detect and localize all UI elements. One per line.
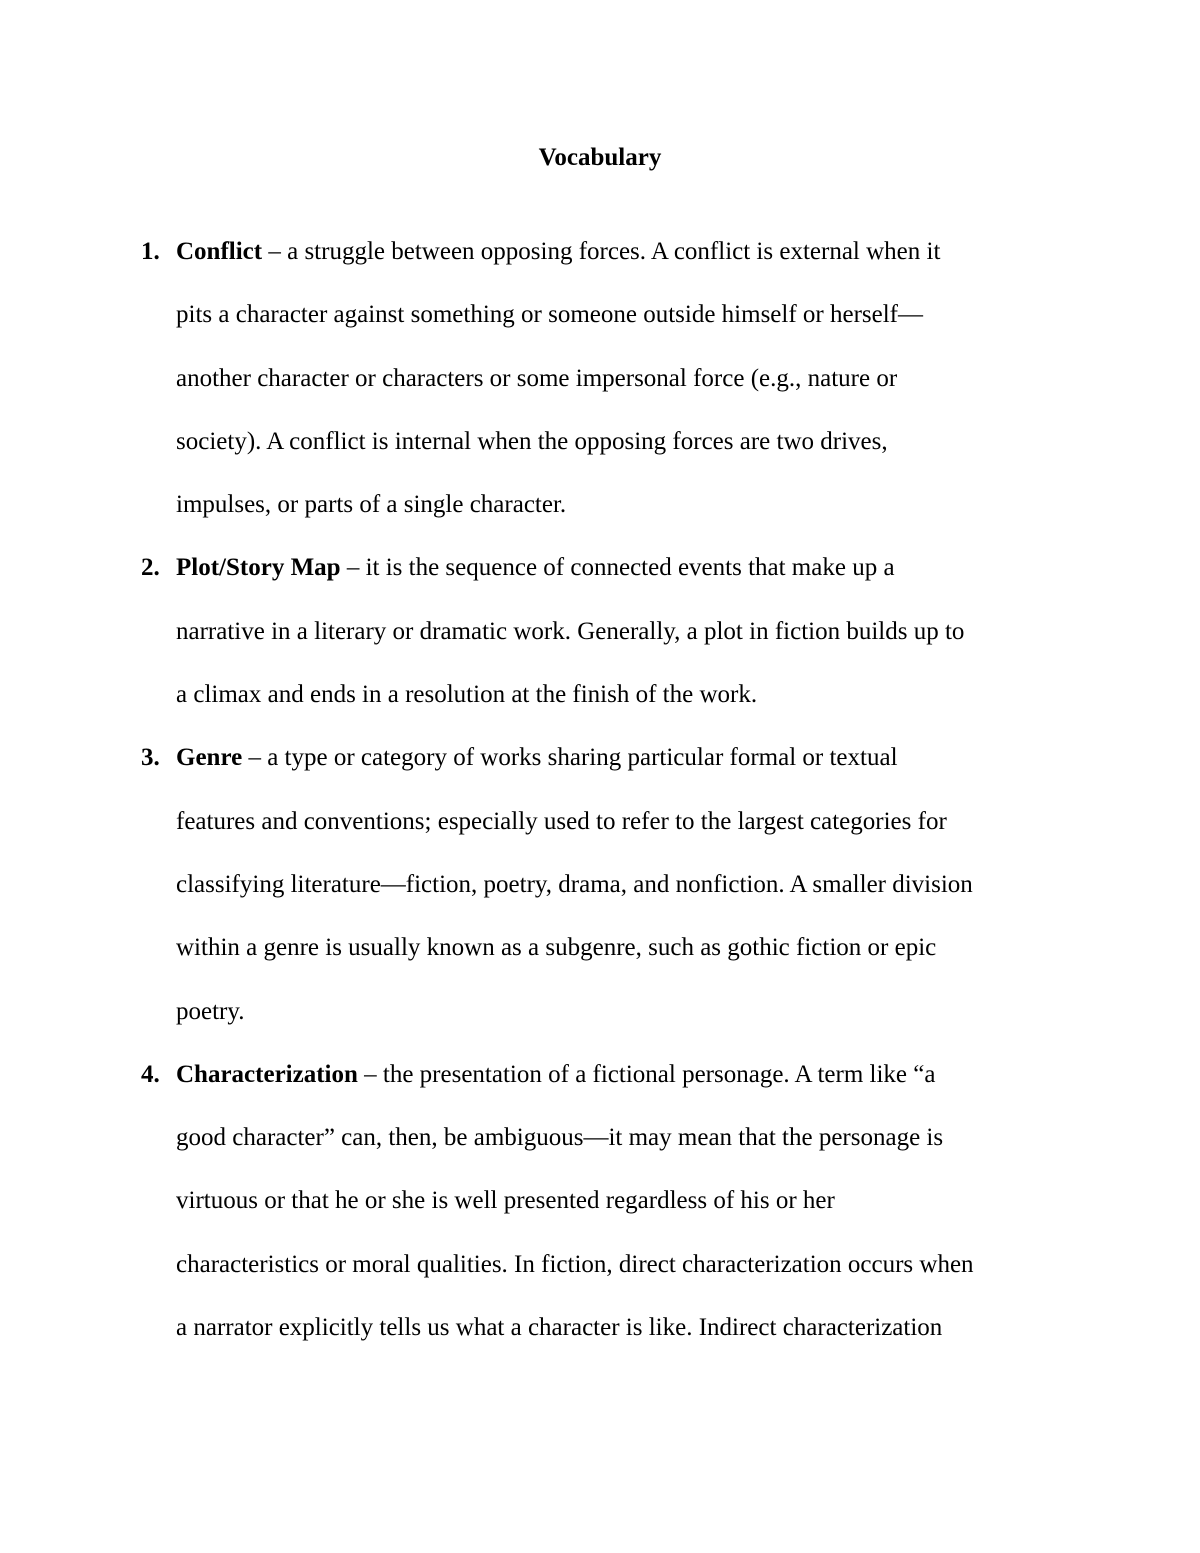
definition-text: – a type or category of works sharing particular formal or textual bbox=[242, 744, 898, 772]
definition-line: a climax and ends in a resolution at the finish of the work. bbox=[176, 681, 758, 709]
definition-line: impulses, or parts of a single character. bbox=[176, 491, 567, 519]
item-number: 4. bbox=[141, 1060, 160, 1088]
list-item-conflict bbox=[0, 220, 1066, 536]
definition-line: society). A conflict is internal when the opposing forces are two drives, bbox=[176, 427, 888, 455]
list-item-genre bbox=[0, 726, 1066, 1042]
definition-line: good character” can, then, be ambiguous—it may mean that the personage is bbox=[176, 1124, 944, 1152]
definition-line: characteristics or moral qualities. In fiction, direct characterization occurs when bbox=[176, 1250, 974, 1278]
definition-line: poetry. bbox=[176, 997, 245, 1025]
definition-line bbox=[176, 1043, 1066, 1106]
term: Plot/Story Map bbox=[176, 554, 341, 582]
definition-line bbox=[176, 220, 1066, 283]
definition-line bbox=[176, 536, 1066, 599]
item-number: 2. bbox=[141, 554, 160, 582]
definition-text: – a struggle between opposing forces. A conflict is external when it bbox=[262, 238, 941, 265]
item-number: 1. bbox=[141, 238, 160, 265]
definition-line bbox=[176, 726, 1066, 789]
list-item-characterization bbox=[0, 1043, 1066, 1359]
definition-line: pits a character against something or someone outside himself or herself— bbox=[176, 301, 924, 329]
definition-line: another character or characters or some impersonal force (e.g., nature or bbox=[176, 364, 898, 392]
term: Genre bbox=[176, 744, 243, 772]
definition-line: features and conventions; especially used to refer to the largest categories for bbox=[176, 807, 947, 835]
definition-line: virtuous or that he or she is well presented regardless of his or her bbox=[176, 1187, 835, 1215]
definition-line: within a genre is usually known as a subgenre, such as gothic fiction or epic bbox=[176, 934, 937, 962]
vocabulary-list bbox=[0, 220, 1200, 1359]
definition-line: a narrator explicitly tells us what a character is like. Indirect characterization bbox=[176, 1314, 943, 1342]
definition-line: narrative in a literary or dramatic work. Generally, a plot in fiction builds up to bbox=[176, 617, 965, 645]
definition-text: – the presentation of a fictional personage. A term like “a bbox=[357, 1060, 936, 1088]
page-title: Vocabulary bbox=[538, 144, 662, 171]
term: Characterization bbox=[176, 1060, 358, 1088]
definition-text: – it is the sequence of connected events that make up a bbox=[340, 554, 895, 582]
list-item-plot bbox=[0, 536, 1066, 726]
definition-line: classifying literature—fiction, poetry, drama, and nonfiction. A smaller division bbox=[176, 870, 973, 898]
term: Conflict bbox=[176, 238, 263, 265]
item-number: 3. bbox=[141, 744, 160, 772]
